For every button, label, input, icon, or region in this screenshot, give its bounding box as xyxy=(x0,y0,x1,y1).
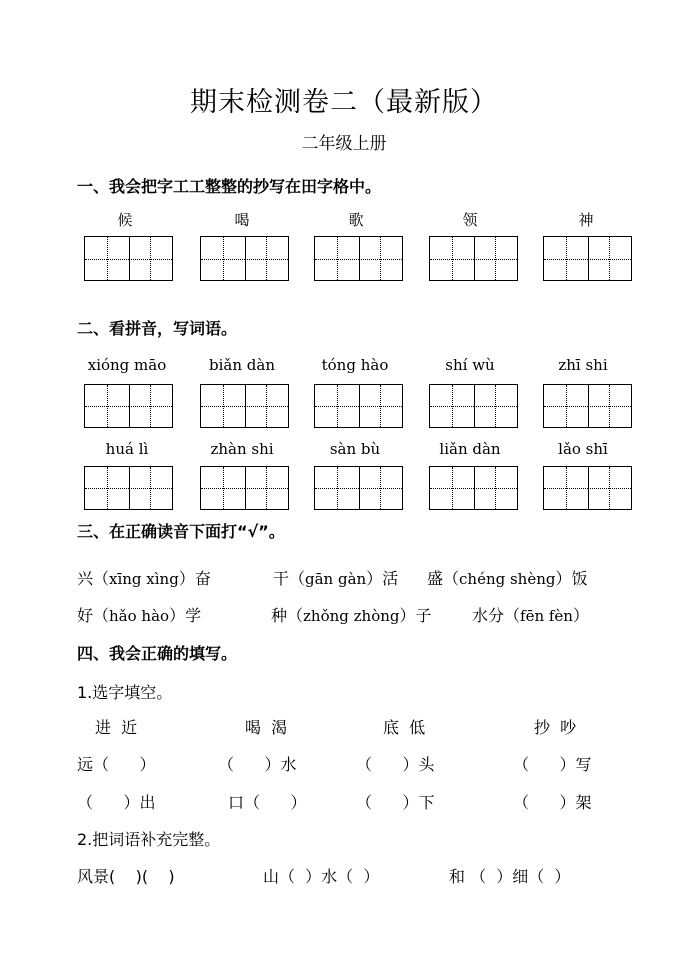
char-pair: 喝 渴 xyxy=(245,718,288,737)
fill-blank[interactable]: （ ）水 xyxy=(218,755,297,774)
choice-pinyin[interactable]: gān gàn xyxy=(305,570,367,588)
choice-suffix: ）饭 xyxy=(555,569,588,588)
writing-grid[interactable] xyxy=(314,466,403,510)
pinyin-label: biǎn dàn xyxy=(209,356,275,374)
pinyin-label: sàn bù xyxy=(329,440,381,458)
char-label: 歌 xyxy=(348,211,364,229)
fill-blank[interactable]: 口（ ） xyxy=(228,793,307,812)
question-2-title: 2.把词语补充完整。 xyxy=(77,830,221,849)
choice-suffix: ）子 xyxy=(399,606,432,625)
writing-grid[interactable] xyxy=(200,236,289,281)
choice-pinyin[interactable]: fēn fèn xyxy=(520,607,573,625)
fill-blank[interactable]: （ ）写 xyxy=(513,755,592,774)
choice-pinyin[interactable]: hǎo hào xyxy=(109,607,170,625)
choice-suffix: ）奋 xyxy=(178,569,211,588)
pinyin-label: liǎn dàn xyxy=(439,440,501,458)
choice-suffix: ）活 xyxy=(366,569,399,588)
section-4-heading: 四、我会正确的填写。 xyxy=(77,644,238,663)
fill-blank[interactable]: （ ）出 xyxy=(77,793,156,812)
reading-choice[interactable] xyxy=(273,566,398,589)
writing-grid[interactable] xyxy=(429,384,518,428)
writing-grid[interactable] xyxy=(84,466,173,510)
question-1-title: 1.选字填空。 xyxy=(77,683,173,702)
choice-prefix: 干（ xyxy=(273,569,306,588)
choice-pinyin[interactable]: chéng shèng xyxy=(459,570,556,588)
page-subtitle: 二年级上册 xyxy=(301,134,387,154)
writing-grid[interactable] xyxy=(543,466,632,510)
section-2-heading: 二、看拼音，写词语。 xyxy=(77,319,238,338)
char-pair: 抄 吵 xyxy=(534,718,577,737)
choice-pinyin[interactable]: zhǒng zhòng xyxy=(303,607,400,625)
pinyin-label: zhī shi xyxy=(558,356,608,374)
choice-pinyin[interactable]: xīng xìng xyxy=(109,570,179,588)
choice-prefix: 兴（ xyxy=(77,569,110,588)
writing-grid[interactable] xyxy=(314,384,403,428)
choice-suffix: ）学 xyxy=(169,606,202,625)
reading-choice[interactable] xyxy=(472,603,589,626)
pinyin-label: zhàn shi xyxy=(210,440,274,458)
choice-prefix: 种（ xyxy=(271,606,304,625)
writing-grid[interactable] xyxy=(543,236,632,281)
reading-choice[interactable] xyxy=(271,603,432,626)
pinyin-label: lǎo shī xyxy=(558,440,608,458)
choice-suffix: ） xyxy=(572,606,589,625)
fill-blank[interactable]: （ ）头 xyxy=(356,755,435,774)
char-pair: 进 近 xyxy=(95,718,138,737)
fill-blank[interactable]: 远（ ） xyxy=(77,755,156,774)
char-pair: 底 低 xyxy=(383,718,426,737)
char-label: 领 xyxy=(462,211,478,229)
fill-blank[interactable]: （ ）架 xyxy=(513,793,592,812)
choice-prefix: 水分（ xyxy=(472,606,521,625)
writing-grid[interactable] xyxy=(314,236,403,281)
fill-blank[interactable]: （ ）下 xyxy=(356,793,435,812)
pinyin-label: xióng māo xyxy=(87,356,167,374)
writing-grid[interactable] xyxy=(200,466,289,510)
writing-grid[interactable] xyxy=(543,384,632,428)
reading-choice[interactable] xyxy=(77,603,201,626)
char-label: 神 xyxy=(578,211,594,229)
writing-grid[interactable] xyxy=(84,384,173,428)
page-title: 期末检测卷二（最新版） xyxy=(190,87,498,118)
section-1-heading: 一、我会把字工工整整的抄写在田字格中。 xyxy=(77,177,382,196)
writing-grid[interactable] xyxy=(429,466,518,510)
reading-choice[interactable] xyxy=(77,566,211,589)
idiom-blank[interactable]: 和 （ ）细（ ） xyxy=(449,867,571,886)
choice-prefix: 盛（ xyxy=(427,569,460,588)
choice-prefix: 好（ xyxy=(77,606,110,625)
reading-choice[interactable] xyxy=(427,566,588,589)
char-label: 喝 xyxy=(234,211,250,229)
idiom-blank[interactable]: 山（ ）水（ ） xyxy=(263,867,380,886)
writing-grid[interactable] xyxy=(429,236,518,281)
pinyin-label: shí wù xyxy=(445,356,495,374)
section-3-heading: 三、在正确读音下面打“√”。 xyxy=(77,522,285,541)
pinyin-label: tóng hào xyxy=(321,356,389,374)
writing-grid[interactable] xyxy=(200,384,289,428)
char-label: 候 xyxy=(117,211,133,229)
idiom-blank[interactable]: 风景( )( ) xyxy=(77,867,175,886)
pinyin-label: huá lì xyxy=(105,440,149,458)
writing-grid[interactable] xyxy=(84,236,173,281)
